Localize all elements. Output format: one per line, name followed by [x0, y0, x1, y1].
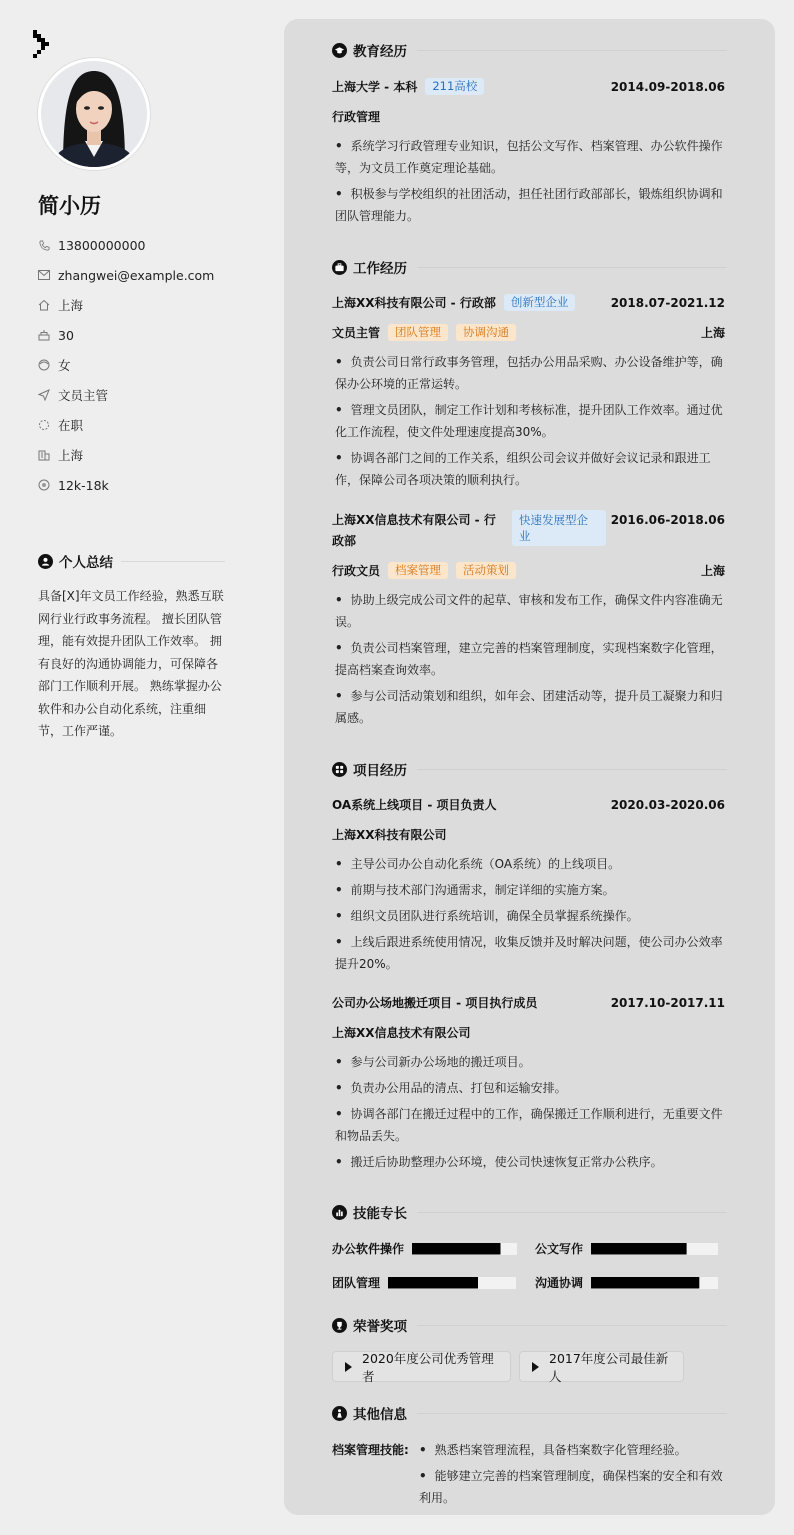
- job-bullets: [332, 351, 727, 495]
- list-item: • 上线后跟进系统使用情况，收集反馈并及时解决问题，使公司办公效率提升20%。: [332, 931, 727, 975]
- job-role: 文员主管: [332, 326, 381, 340]
- section-title: 其他信息: [353, 1407, 407, 1423]
- skill-bar-fill: [412, 1243, 501, 1255]
- list-item: • 负责办公用品的清点、打包和运输安排。: [332, 1077, 727, 1099]
- user-icon: [38, 554, 53, 569]
- skill-item: [332, 1274, 516, 1291]
- info-text: 13800000000: [58, 237, 146, 253]
- list-item: • 主导公司办公自动化系统（OA系统）的上线项目。: [332, 853, 727, 875]
- grid-icon: [332, 762, 347, 777]
- education-header-row: [332, 78, 725, 95]
- profile-name: 简小历: [38, 194, 101, 218]
- skill-name: 团队管理: [332, 1276, 381, 1290]
- age-icon: [38, 329, 50, 341]
- award-text: 2020年度公司优秀管理者: [362, 1350, 494, 1384]
- school-tag: 211高校: [425, 78, 484, 95]
- avatar: [38, 58, 150, 170]
- company-tag: 创新型企业: [504, 294, 576, 311]
- other-label: 档案管理技能:: [332, 1443, 409, 1457]
- project-date: 2020.03-2020.06: [610, 797, 725, 812]
- info-text: 上海: [58, 298, 84, 313]
- triangle-icon: [345, 1362, 352, 1372]
- info-text: 12k-18k: [58, 477, 109, 493]
- skill-item: [535, 1240, 718, 1257]
- status-icon: [38, 419, 50, 431]
- divider: [417, 1325, 727, 1326]
- section-title: 荣誉奖项: [353, 1319, 407, 1335]
- skill-bar: [591, 1243, 718, 1255]
- award-item: [332, 1351, 511, 1382]
- section-title: 项目经历: [353, 763, 407, 779]
- list-item: • 系统学习行政管理专业知识，包括公文写作、档案管理、办公软件操作等，为文员工作奠定理论基础。: [332, 135, 727, 179]
- skill-item: [332, 1240, 517, 1257]
- city-icon: [38, 449, 50, 461]
- job-bullets: [332, 589, 727, 733]
- project-bullets: [332, 1051, 727, 1177]
- list-item: • 搬迁后协助整理办公环境，使公司快速恢复正常办公秩序。: [332, 1151, 727, 1173]
- summary-text: 具备[X]年文员工作经验，熟悉互联网行业行政事务流程。 擅长团队管理，能有效提升团队工作效率。 拥有良好的沟通协调能力，可保障各部门工作顺利开展。 熟练掌握办公软件和办公自动化系统，注重细节，工作严谨。: [38, 589, 224, 738]
- company-tag-line: 快速发展型企: [519, 513, 588, 527]
- job-role: 行政文员: [332, 564, 381, 578]
- list-item: • 能够建立完善的档案管理制度，确保档案的安全和有效利用。: [416, 1465, 727, 1509]
- job-header-row: [332, 510, 725, 552]
- divider: [417, 1413, 727, 1414]
- award-item: [519, 1351, 684, 1382]
- skill-tag: 活动策划: [456, 562, 516, 579]
- projects-heading: [332, 759, 727, 779]
- job-date: 2016.06-2018.06: [610, 513, 725, 527]
- summary-title: 个人总结: [59, 555, 113, 571]
- info-text: 30: [58, 327, 74, 343]
- home-icon: [38, 299, 50, 311]
- company-name: 上海XX科技有限公司 - 行政部: [332, 296, 496, 310]
- skill-bar: [412, 1243, 517, 1255]
- major: 行政管理: [332, 110, 381, 124]
- skill-name: 公文写作: [535, 1242, 584, 1256]
- skill-bar: [591, 1277, 718, 1289]
- company-tag: [512, 510, 606, 546]
- project-company: 上海XX信息技术有限公司: [332, 1026, 471, 1040]
- info-item-email: [38, 260, 258, 290]
- project-name: OA系统上线项目 - 项目负责人: [332, 798, 497, 812]
- skill-tag: 档案管理: [388, 562, 448, 579]
- list-item: • 协调各部门在搬迁过程中的工作，确保搬迁工作顺利进行，无重要文件和物品丢失。: [332, 1103, 727, 1147]
- company-name-line: 政部: [332, 534, 357, 548]
- graduation-cap-icon: [332, 43, 347, 58]
- skill-bar: [388, 1277, 516, 1289]
- skill-tag: 协调沟通: [456, 324, 516, 341]
- skill-name: 沟通协调: [535, 1276, 584, 1290]
- list-item: • 负责公司档案管理，建立完善的档案管理制度，实现档案数字化管理，提高档案查询效率。: [332, 637, 727, 681]
- main-panel: [284, 19, 775, 1515]
- trophy-icon: [332, 1318, 347, 1333]
- mail-icon: [38, 269, 50, 281]
- project-name: 公司办公场地搬迁项目 - 项目执行成员: [332, 996, 538, 1010]
- job-city: 上海: [700, 564, 725, 578]
- education-date: 2014.09-2018.06: [610, 79, 725, 94]
- job-city: 上海: [700, 326, 725, 340]
- company-name: [332, 510, 502, 552]
- bar-chart-icon: [332, 1205, 347, 1220]
- person-icon: [332, 1406, 347, 1421]
- list-item: • 组织文员团队进行系统培训，确保全员掌握系统操作。: [332, 905, 727, 927]
- list-item: • 熟悉档案管理流程，具备档案数字化管理经验。: [416, 1439, 727, 1461]
- list-item: • 积极参与学校组织的社团活动，担任社团行政部部长，锻炼组织协调和团队管理能力。: [332, 183, 727, 227]
- list-item: • 参与公司新办公场地的搬迁项目。: [332, 1051, 727, 1073]
- awards-heading: [332, 1315, 727, 1335]
- skill-tag: 团队管理: [388, 324, 448, 341]
- info-item-salary: [38, 470, 258, 500]
- job-header-row: [332, 294, 725, 311]
- skill-name: 办公软件操作: [332, 1242, 405, 1256]
- project-company: 上海XX科技有限公司: [332, 828, 447, 842]
- list-item: • 负责公司日常行政事务管理，包括办公用品采购、办公设备维护等，确保办公环境的正常运转。: [332, 351, 727, 395]
- skill-bar-fill: [591, 1277, 699, 1289]
- logo-icon: [33, 30, 53, 60]
- send-icon: [38, 389, 50, 401]
- contact-info-list: [38, 230, 258, 500]
- info-item-position: [38, 380, 258, 410]
- info-text: 女: [58, 358, 71, 373]
- school-name: 上海大学 - 本科: [332, 80, 418, 94]
- info-item-age: [38, 320, 258, 350]
- info-item-city: [38, 440, 258, 470]
- section-title: 教育经历: [353, 44, 407, 60]
- project-date: 2017.10-2017.11: [610, 995, 725, 1010]
- job-role-row: [332, 324, 725, 341]
- info-text: zhangwei@example.com: [58, 267, 215, 283]
- divider: [417, 769, 727, 770]
- project-header-row: [332, 994, 725, 1011]
- list-item: • 前期与技术部门沟通需求，制定详细的实施方案。: [332, 879, 727, 901]
- skill-bar-fill: [388, 1277, 478, 1289]
- divider: [417, 50, 727, 51]
- gender-icon: [38, 359, 50, 371]
- info-item-status: [38, 410, 258, 440]
- job-role-row: [332, 562, 725, 579]
- list-item: • 协助上级完成公司文件的起草、审核和发布工作，确保文件内容准确无误。: [332, 589, 727, 633]
- info-item-gender: [38, 350, 258, 380]
- info-text: 上海: [58, 448, 84, 463]
- list-item: • 协调各部门之间的工作关系，组织公司会议并做好会议记录和跟进工作，保障公司各项决策的顺利执行。: [332, 447, 727, 491]
- list-item: • 管理文员团队，制定工作计划和考核标准，提升团队工作效率。通过优化工作流程，使文件处理速度提高30%。: [332, 399, 727, 443]
- job-date: 2018.07-2021.12: [610, 295, 725, 310]
- company-tag-line: 业: [519, 529, 531, 543]
- education-heading: [332, 40, 727, 60]
- education-major-row: [332, 108, 725, 125]
- section-title: 技能专长: [353, 1206, 407, 1222]
- project-bullets: [332, 853, 727, 979]
- project-company-row: [332, 1024, 725, 1041]
- education-bullets: [332, 135, 727, 231]
- other-heading: [332, 1403, 727, 1423]
- skill-bar-fill: [591, 1243, 687, 1255]
- triangle-icon: [532, 1362, 539, 1372]
- skill-item: [535, 1274, 718, 1291]
- info-text: 文员主管: [58, 388, 109, 403]
- other-bullets: [416, 1439, 727, 1513]
- divider: [121, 561, 225, 562]
- list-item: • 参与公司活动策划和组织，如年会、团建活动等，提升员工凝聚力和归属感。: [332, 685, 727, 729]
- divider: [417, 1212, 727, 1213]
- project-company-row: [332, 826, 725, 843]
- salary-icon: [38, 479, 50, 491]
- phone-icon: [38, 239, 50, 251]
- work-heading: [332, 257, 727, 277]
- summary-heading: [38, 551, 225, 571]
- info-text: 在职: [58, 418, 84, 433]
- info-item-home: [38, 290, 258, 320]
- award-text: 2017年度公司最佳新人: [549, 1350, 669, 1384]
- briefcase-icon: [332, 260, 347, 275]
- project-header-row: [332, 796, 725, 813]
- company-name-line: 上海XX信息技术有限公司 - 行: [332, 513, 496, 527]
- skills-heading: [332, 1202, 727, 1222]
- info-item-phone: [38, 230, 258, 260]
- divider: [417, 267, 727, 268]
- section-title: 工作经历: [353, 261, 407, 277]
